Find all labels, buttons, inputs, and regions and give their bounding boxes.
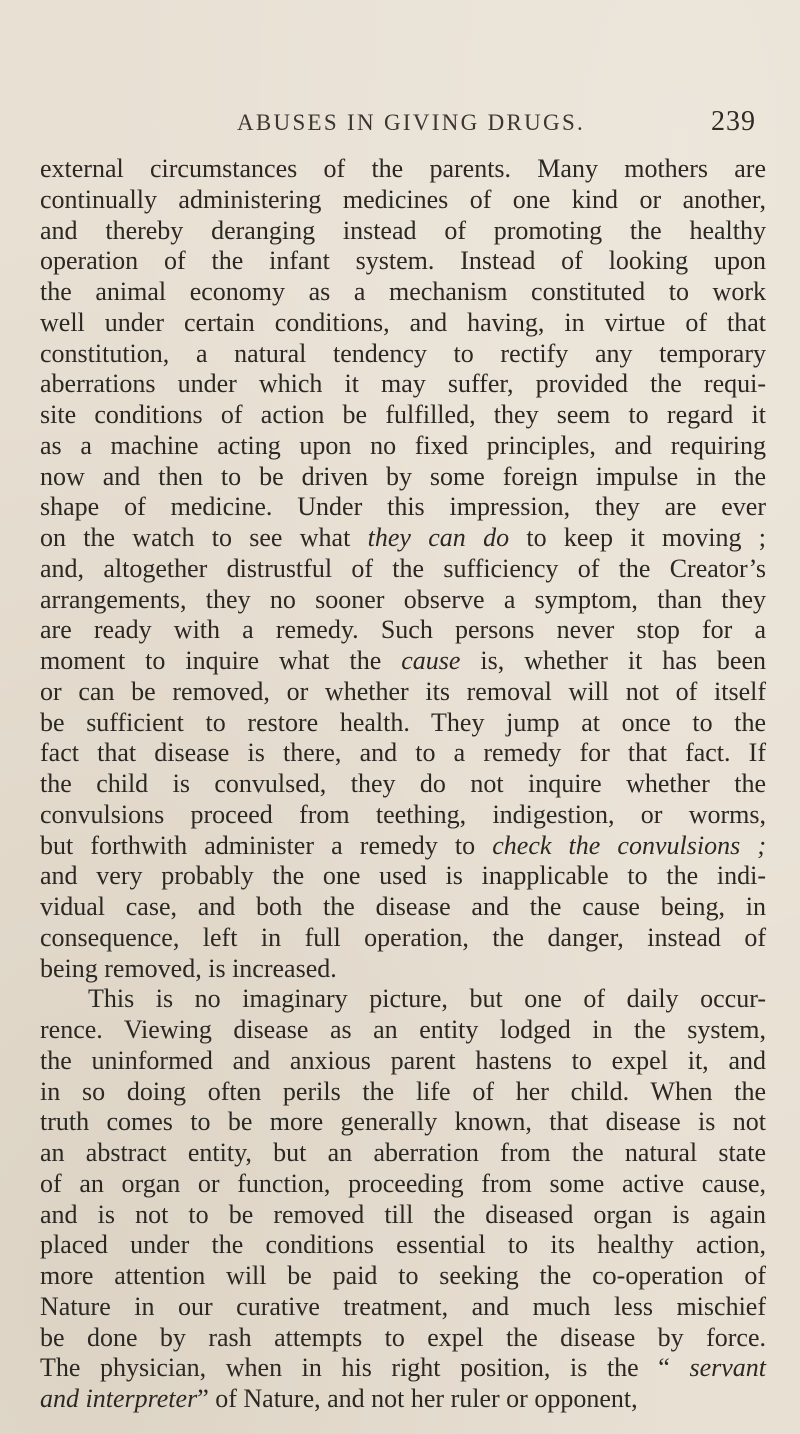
text-line bbox=[40, 462, 766, 493]
text-segment: but forthwith administer a remedy to bbox=[40, 830, 493, 860]
text-segment: rence. Viewing disease as an entity lodged in the system, bbox=[40, 1015, 766, 1044]
text-line bbox=[40, 1230, 766, 1261]
text-line bbox=[40, 769, 766, 800]
text-segment: site conditions of action be fulfilled, they seem to regard it bbox=[40, 400, 766, 429]
text-line bbox=[40, 339, 766, 370]
text-line bbox=[40, 1200, 766, 1231]
text-segment: This is no imaginary picture, but one of daily occur- bbox=[88, 984, 766, 1014]
text-segment: now and then to be driven by some foreign impulse in the bbox=[40, 461, 766, 491]
text-segment: The physician, when in his right position, is the “ bbox=[40, 1353, 690, 1383]
text-segment: on the watch to see what bbox=[40, 523, 368, 552]
text-line bbox=[40, 185, 766, 216]
text-line bbox=[40, 1015, 766, 1046]
text-line bbox=[40, 1353, 766, 1384]
text-segment: be sufficient to restore health. They jump at once to the bbox=[40, 707, 766, 737]
text-segment: and very probably the one used is inapplicable to the indi- bbox=[40, 861, 766, 891]
text-line bbox=[40, 431, 766, 462]
text-line bbox=[40, 1292, 766, 1323]
text-segment: arrangements, they no sooner observe a symptom, than they bbox=[40, 584, 766, 614]
text-segment: moment to inquire what the bbox=[40, 646, 402, 675]
text-segment: be done by rash attempts to expel the disease by force. bbox=[40, 1322, 766, 1352]
text-segment: vidual case, and both the disease and the cause being, in bbox=[40, 892, 766, 921]
text-segment: to keep it moving ; bbox=[509, 523, 767, 552]
text-line bbox=[40, 1169, 766, 1200]
text-line bbox=[40, 1046, 766, 1077]
text-segment: as a machine acting upon no fixed principles, and requiring bbox=[40, 430, 766, 460]
text-line bbox=[40, 154, 766, 185]
text-segment: Nature in our curative treatment, and much less mischief bbox=[40, 1291, 766, 1321]
text-line bbox=[40, 923, 766, 954]
text-segment: external circumstances of the parents. Many mothers are bbox=[40, 154, 766, 183]
running-header bbox=[0, 106, 800, 146]
text-segment: and, altogether distrustful of the sufficiency of the Creator’s bbox=[40, 553, 766, 583]
text-segment: and thereby deranging instead of promoting the healthy bbox=[40, 215, 766, 245]
text-segment: well under certain conditions, and having, in virtue of that bbox=[40, 307, 766, 337]
text-segment: and is not to be removed till the diseased organ is again bbox=[40, 1199, 766, 1229]
text-line bbox=[40, 984, 766, 1015]
text-line bbox=[40, 523, 766, 554]
text-line bbox=[40, 1384, 766, 1415]
text-line bbox=[40, 738, 766, 769]
text-line bbox=[40, 615, 766, 646]
text-line bbox=[40, 400, 766, 431]
text-segment: placed under the conditions essential to its healthy action, bbox=[40, 1230, 766, 1260]
text-line bbox=[40, 646, 766, 677]
italic-text: servant bbox=[689, 1353, 766, 1383]
text-line bbox=[40, 277, 766, 308]
italic-text: and interpreter bbox=[40, 1384, 198, 1413]
text-line bbox=[40, 246, 766, 277]
text-segment: consequence, left in full operation, the danger, instead of bbox=[40, 922, 766, 952]
italic-text: cause bbox=[401, 646, 461, 675]
italic-text: they can do bbox=[367, 523, 510, 552]
text-line bbox=[40, 1261, 766, 1292]
text-segment: of an organ or function, proceeding from some active cause, bbox=[40, 1168, 766, 1198]
text-line bbox=[40, 1138, 766, 1169]
italic-text: check the convulsions ; bbox=[492, 830, 766, 860]
body-text bbox=[40, 154, 766, 1415]
text-line bbox=[40, 1107, 766, 1138]
text-line bbox=[40, 308, 766, 339]
text-line bbox=[40, 1077, 766, 1108]
text-line bbox=[40, 585, 766, 616]
text-line bbox=[40, 369, 766, 400]
text-line bbox=[40, 492, 766, 523]
text-line bbox=[40, 708, 766, 739]
text-line bbox=[40, 831, 766, 862]
text-segment: ” of Nature, and not her ruler or opponent, bbox=[197, 1384, 638, 1413]
text-segment: fact that disease is there, and to a remedy for that fact. If bbox=[40, 738, 766, 768]
text-segment: the child is convulsed, they do not inquire whether the bbox=[40, 769, 766, 798]
running-title: ABUSES IN GIVING DRUGS. bbox=[237, 110, 586, 135]
text-segment: or can be removed, or whether its removal will not of itself bbox=[40, 676, 766, 706]
text-line bbox=[40, 861, 766, 892]
text-segment: continually administering medicines of one kind or another, bbox=[40, 184, 766, 214]
text-segment: constitution, a natural tendency to rectify any temporary bbox=[40, 338, 766, 368]
text-segment: in so doing often perils the life of her child. When the bbox=[40, 1076, 766, 1106]
text-segment: operation of the infant system. Instead of looking upon bbox=[40, 246, 766, 276]
text-line bbox=[40, 216, 766, 247]
text-line bbox=[40, 554, 766, 585]
text-segment: is, whether it has been bbox=[460, 646, 767, 675]
text-segment: aberrations under which it may suffer, provided the requi- bbox=[40, 369, 766, 399]
text-segment: an abstract entity, but an aberration from the natural state bbox=[40, 1138, 766, 1167]
text-line bbox=[40, 800, 766, 831]
text-line bbox=[40, 677, 766, 708]
text-segment: shape of medicine. Under this impression, they are ever bbox=[40, 492, 766, 522]
text-segment: more attention will be paid to seeking the co-operation of bbox=[40, 1261, 766, 1290]
text-segment: truth comes to be more generally known, that disease is not bbox=[40, 1107, 766, 1137]
text-segment: being removed, is increased. bbox=[40, 953, 337, 983]
text-segment: the animal economy as a mechanism constituted to work bbox=[40, 277, 766, 306]
text-line bbox=[40, 1323, 766, 1354]
page-number: 239 bbox=[711, 106, 756, 137]
text-line bbox=[40, 954, 766, 985]
text-segment: convulsions proceed from teething, indigestion, or worms, bbox=[40, 799, 766, 829]
text-line bbox=[40, 892, 766, 923]
text-segment: are ready with a remedy. Such persons never stop for a bbox=[40, 615, 766, 645]
text-segment: the uninformed and anxious parent hastens to expel it, and bbox=[40, 1045, 766, 1075]
